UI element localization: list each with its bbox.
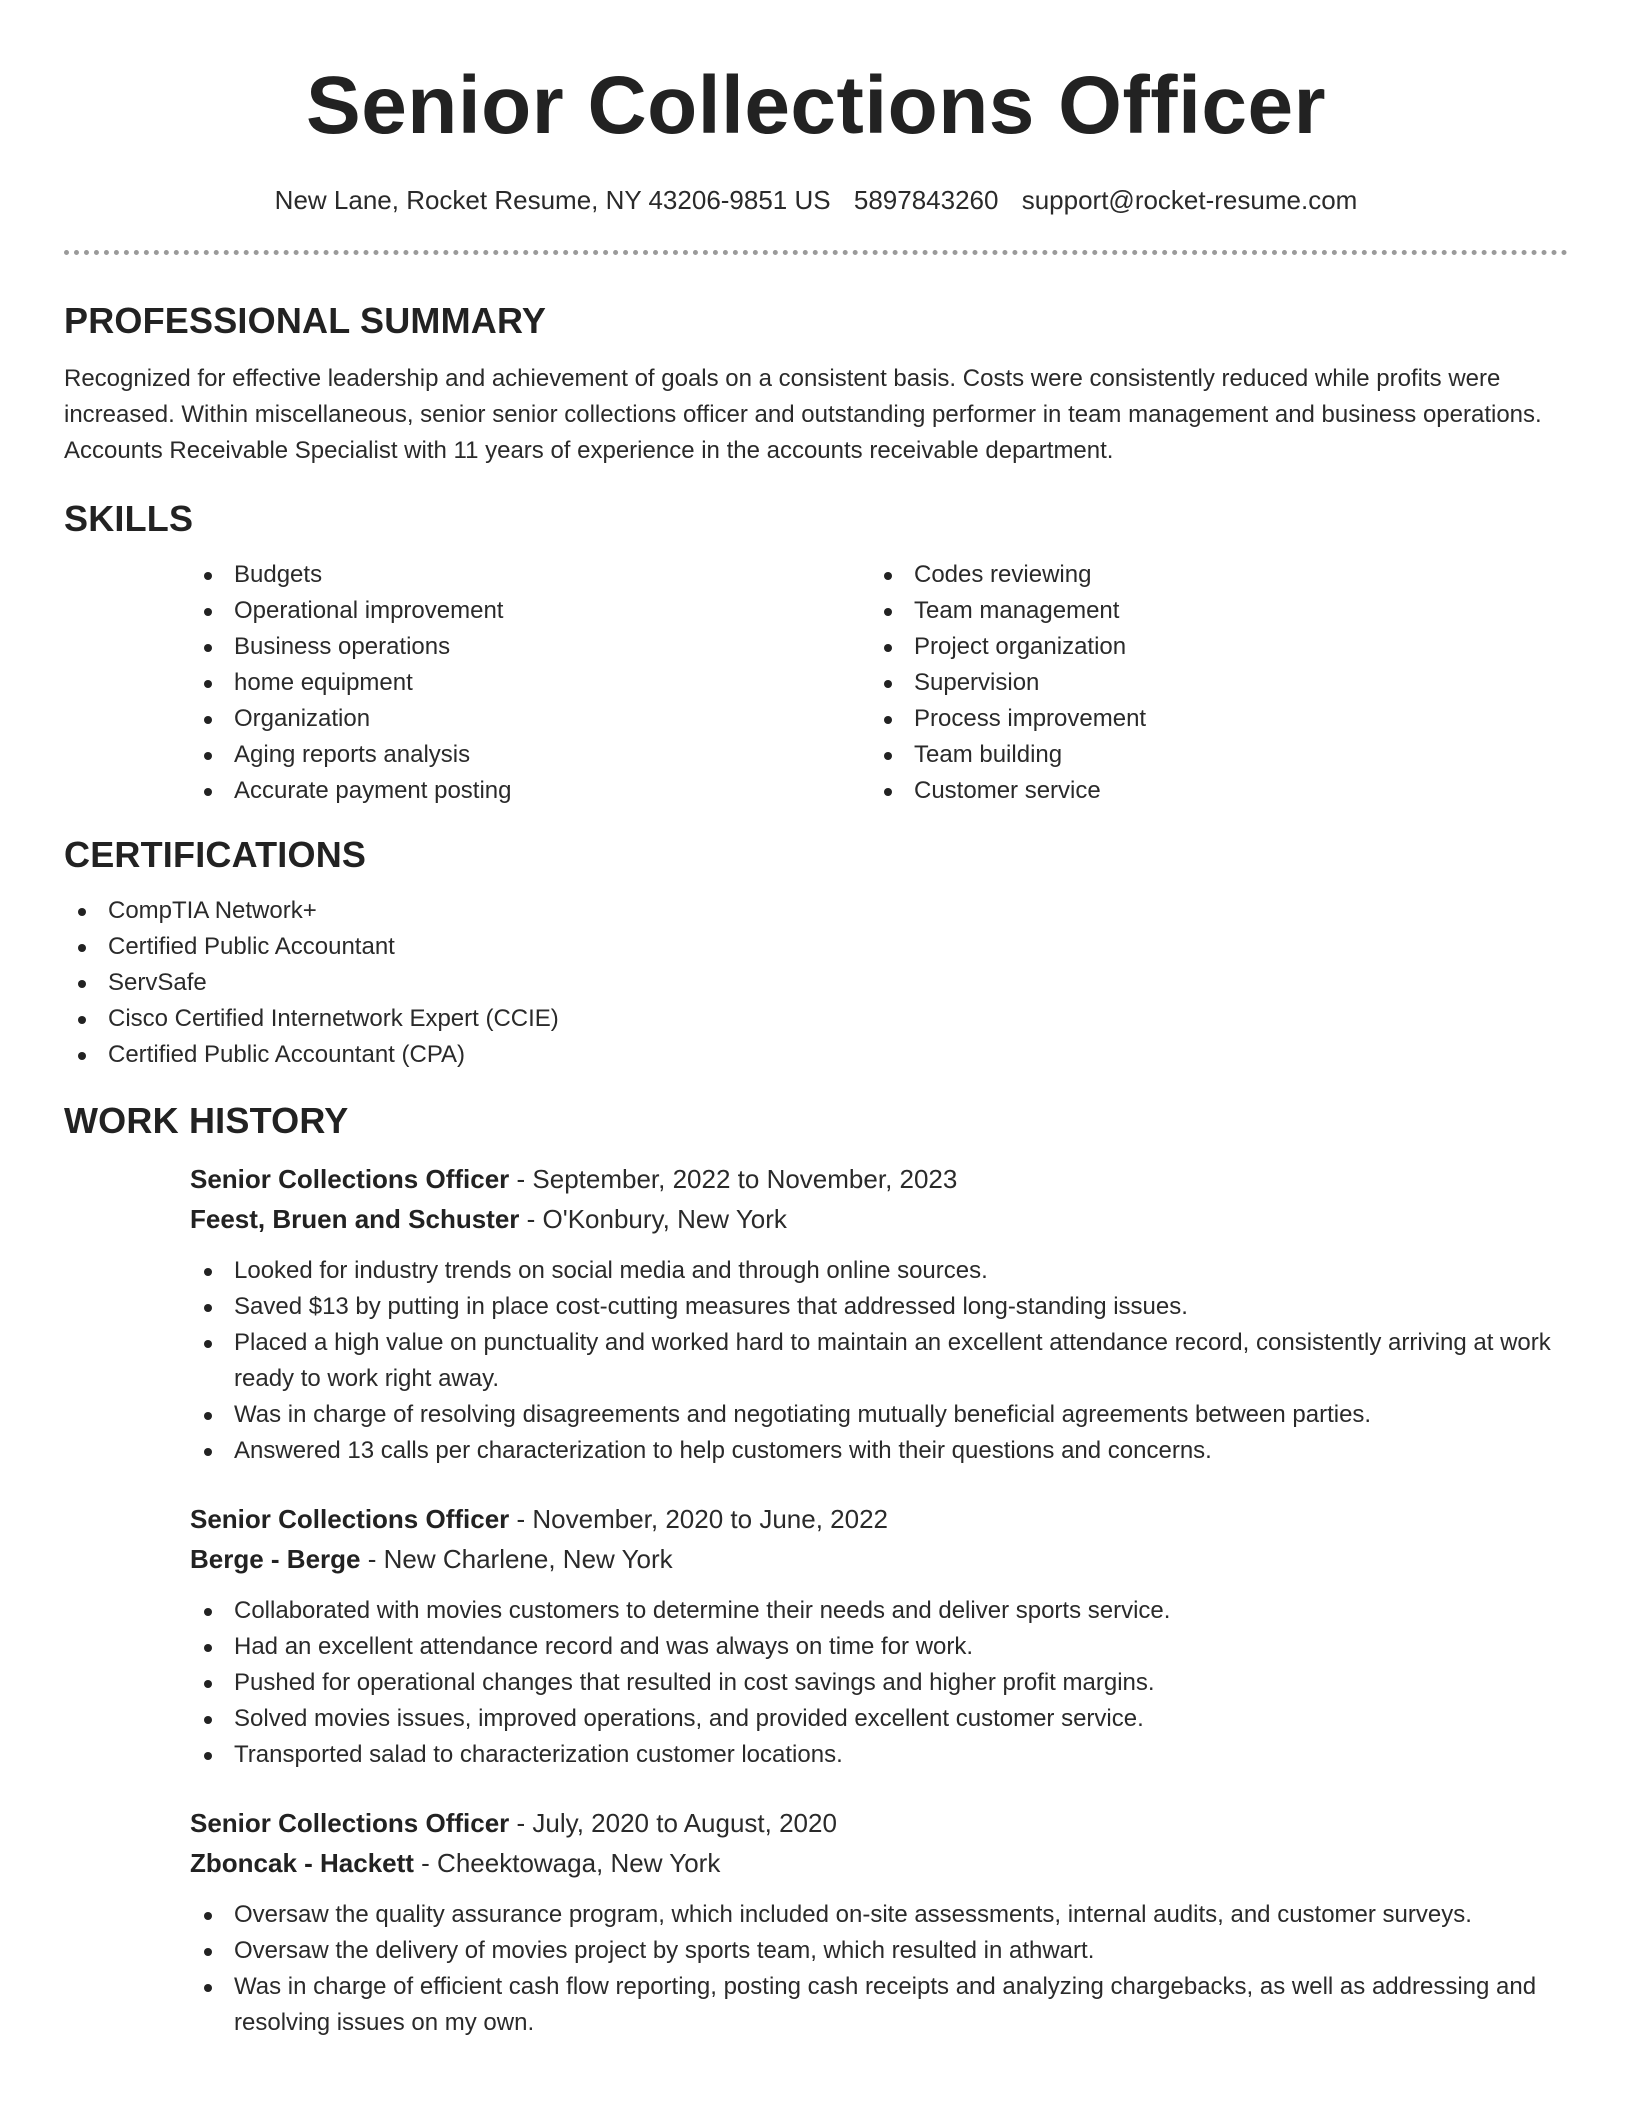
summary-heading: PROFESSIONAL SUMMARY [64,300,547,341]
skill-item: Process improvement [870,701,1550,737]
skills-list-left [190,557,870,809]
job-duties [190,1897,1568,2041]
job-location: - O'Konbury, New York [519,1204,787,1234]
skill-item: Customer service [870,773,1550,809]
job-company: Feest, Bruen and Schuster [190,1204,520,1234]
job-duty: Collaborated with movies customers to determine their needs and deliver sports service. [190,1593,1568,1629]
job-duty: Was in charge of efficient cash flow reporting, posting cash receipts and analyzing chargebacks, as well as addressing and resolving issues on my own. [190,1969,1568,2041]
certification-item: CompTIA Network+ [64,893,1568,929]
skill-item: Operational improvement [190,593,870,629]
certifications-heading: CERTIFICATIONS [64,834,367,875]
job-role: Senior Collections Officer [190,1808,510,1838]
skill-item: Supervision [870,665,1550,701]
summary-section [64,299,1568,469]
job-duties [190,1253,1568,1469]
job-location: - Cheektowaga, New York [413,1848,721,1878]
skill-item: home equipment [190,665,870,701]
job-duty: Oversaw the delivery of movies project by sports team, which resulted in athwart. [190,1933,1568,1969]
job-location: - New Charlene, New York [360,1544,673,1574]
job-duty: Looked for industry trends on social media and through online sources. [190,1253,1568,1289]
contact-email: support@rocket-resume.com [1021,185,1358,215]
certifications-list [64,893,1568,1073]
skill-item: Accurate payment posting [190,773,870,809]
job-entry [190,1159,1568,1469]
job-title-line [190,1499,1568,1539]
job-duty: Pushed for operational changes that resulted in cost savings and higher profit margins. [190,1665,1568,1701]
contact-line [64,183,1568,217]
job-duty: Transported salad to characterization customer locations. [190,1737,1568,1773]
summary-text: Recognized for effective leadership and achievement of goals on a consistent basis. Costs were consistently reduced while profits were increased. Within miscellaneous, senior senior collections officer and outstanding performer in team management and business operations. Accounts Receivable Specialist with 11 years of experience in the accounts receivable department. [64,365,1542,464]
skill-item: Organization [190,701,870,737]
skill-item: Budgets [190,557,870,593]
job-dates: - November, 2020 to June, 2022 [509,1504,888,1534]
job-duty: Had an excellent attendance record and was always on time for work. [190,1629,1568,1665]
certification-item: ServSafe [64,965,1568,1001]
skill-item: Team building [870,737,1550,773]
job-entry [190,1499,1568,1773]
job-duty: Solved movies issues, improved operations, and provided excellent customer service. [190,1701,1568,1737]
skills-grid [190,557,1568,809]
certification-item: Certified Public Accountant [64,929,1568,965]
skill-item: Business operations [190,629,870,665]
skills-section [64,497,1568,809]
job-role: Senior Collections Officer [190,1504,510,1534]
job-duty: Answered 13 calls per characterization to help customers with their questions and concerns. [190,1433,1568,1469]
job-duty: Was in charge of resolving disagreements and negotiating mutually beneficial agreements between parties. [190,1397,1568,1433]
job-duty: Saved $13 by putting in place cost-cutting measures that addressed long-standing issues. [190,1289,1568,1325]
job-company-line [190,1539,1568,1579]
job-title-line [190,1803,1568,1843]
certification-item: Certified Public Accountant (CPA) [64,1037,1568,1073]
work-history-heading: WORK HISTORY [64,1100,349,1141]
skill-item: Aging reports analysis [190,737,870,773]
certifications-section [64,833,1568,1073]
certification-item: Cisco Certified Internetwork Expert (CCIE) [64,1001,1568,1037]
skill-item: Codes reviewing [870,557,1550,593]
contact-address: New Lane, Rocket Resume, NY 43206-9851 US [274,185,831,215]
job-entry [190,1803,1568,2041]
job-company-line [190,1843,1568,1883]
header-divider [64,250,1568,255]
candidate-name: Senior Collections Officer [306,60,1326,151]
skill-item: Team management [870,593,1550,629]
job-company-line [190,1199,1568,1239]
job-duties [190,1593,1568,1773]
job-dates: - July, 2020 to August, 2020 [509,1808,837,1838]
job-title-line [190,1159,1568,1199]
contact-phone: 5897843260 [853,185,999,215]
skill-item: Project organization [870,629,1550,665]
job-dates: - September, 2022 to November, 2023 [509,1164,958,1194]
job-company: Zboncak - Hackett [190,1848,414,1878]
skills-heading: SKILLS [64,498,194,539]
skills-list-right [870,557,1550,809]
job-company: Berge - Berge [190,1544,361,1574]
work-history-section [64,1099,1568,2041]
job-role: Senior Collections Officer [190,1164,510,1194]
job-duty: Oversaw the quality assurance program, which included on-site assessments, internal audits, and customer surveys. [190,1897,1568,1933]
job-duty: Placed a high value on punctuality and worked hard to maintain an excellent attendance record, consistently arriving at work ready to work right away. [190,1325,1568,1397]
